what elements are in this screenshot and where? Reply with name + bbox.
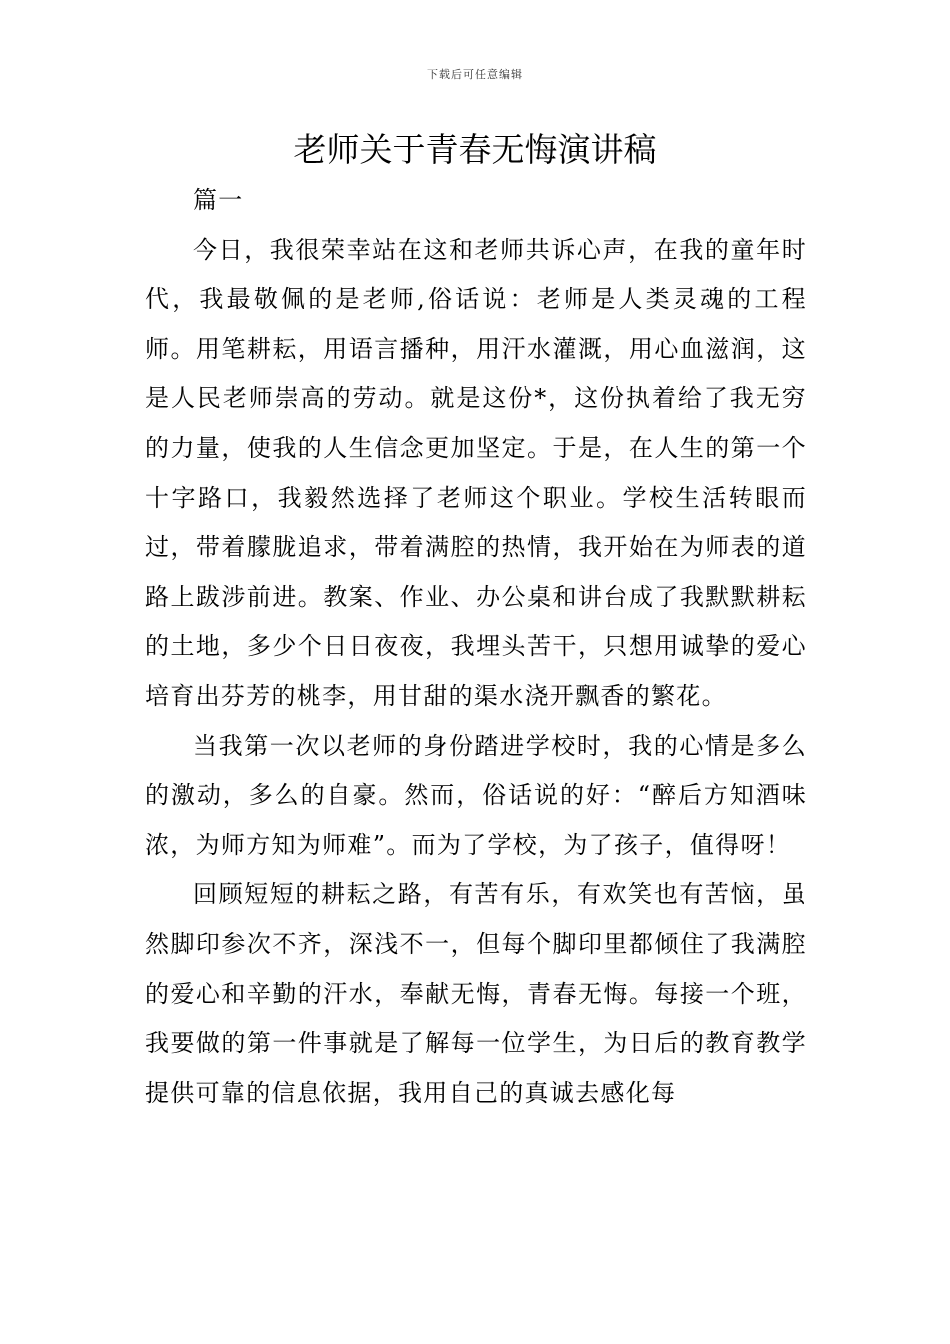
document-body (145, 176, 807, 1118)
section-label: 篇一 (193, 186, 244, 214)
header-note: 下载后可任意编辑 (427, 68, 523, 81)
paragraph-3: 回顾短短的耕耘之路，有苦有乐，有欢笑也有苦恼，虽然脚印参次不齐，深浅不一，但每个脚印里都倾住了我满腔的爱心和辛勤的汗水，奉献无悔，青春无悔。每接一个班，我要做的第一件事就是了解每一位学生，为日后的教育教学提供可靠的信息依据，我用自己的真诚去感化每 (145, 880, 807, 1107)
paragraph-2: 当我第一次以老师的身份踏进学校时，我的心情是多么的激动，多么的自豪。然而，俗话说的好：“醉后方知酒味浓，为师方知为师难”。而为了学校，为了孩子，值得呀！ (145, 731, 807, 859)
document-title: 老师关于青春无悔演讲稿 (293, 130, 657, 169)
paragraph-1: 今日，我很荣幸站在这和老师共诉心声，在我的童年时代，我最敬佩的是老师,俗话说：老师是人类灵魂的工程师。用笔耕耘，用语言播种，用汗水灌溉，用心血滋润，这是人民老师崇高的劳动。就是这份*，这份执着给了我无穷的力量，使我的人生信念更加坚定。于是，在人生的第一个十字路口，我毅然选择了老师这个职业。学校生活转眼而过，带着朦胧追求，带着满腔的热情，我开始在为师表的道路上跋涉前进。教案、作业、办公桌和讲台成了我默默耕耘的土地，多少个日日夜夜，我埋头苦干，只想用诚挚的爱心培育出芬芳的桃李，用甘甜的渠水浇开飘香的繁花。 (145, 235, 807, 710)
